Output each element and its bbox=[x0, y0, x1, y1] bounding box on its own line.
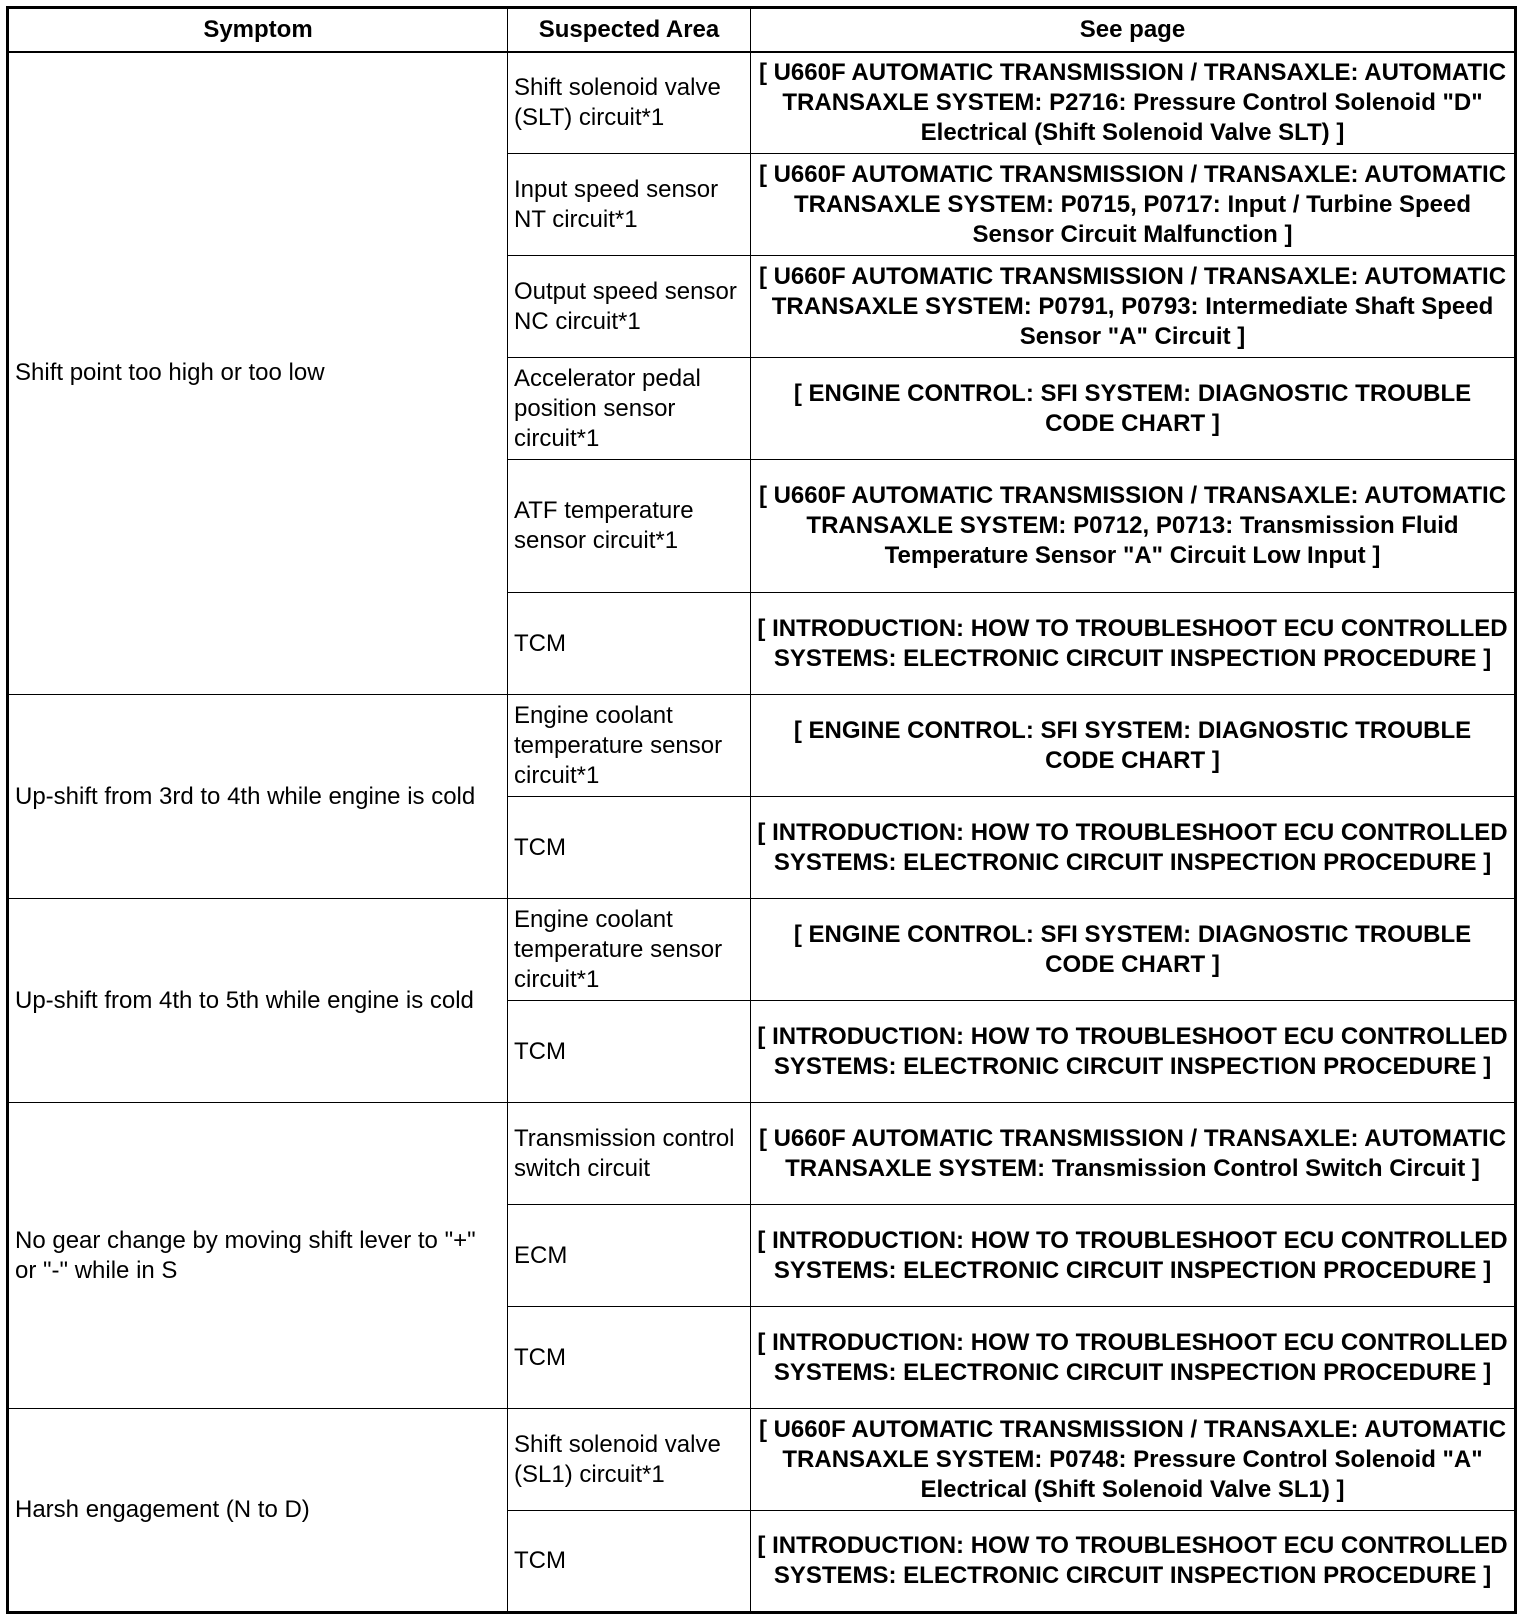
table-row bbox=[8, 695, 1516, 797]
suspected-area-cell: ATF temperature sensor circuit*1 bbox=[508, 460, 751, 593]
see-page-cell: [ U660F AUTOMATIC TRANSMISSION / TRANSAXLE: AUTOMATIC TRANSAXLE SYSTEM: P0712, P0713: Transmission Fluid Temperature Sensor "A" Circuit Low Input ] bbox=[751, 460, 1516, 593]
symptom-cell: Up-shift from 3rd to 4th while engine is cold bbox=[8, 695, 508, 899]
see-page-cell: [ U660F AUTOMATIC TRANSMISSION / TRANSAXLE: AUTOMATIC TRANSAXLE SYSTEM: P0715, P0717: Input / Turbine Speed Sensor Circuit Malfunction ] bbox=[751, 154, 1516, 256]
see-page-cell: [ U660F AUTOMATIC TRANSMISSION / TRANSAXLE: AUTOMATIC TRANSAXLE SYSTEM: P0791, P0793: Intermediate Shaft Speed Sensor "A" Circuit ] bbox=[751, 256, 1516, 358]
suspected-area-cell: TCM bbox=[508, 1511, 751, 1613]
see-page-cell: [ ENGINE CONTROL: SFI SYSTEM: DIAGNOSTIC TROUBLE CODE CHART ] bbox=[751, 695, 1516, 797]
suspected-area-cell: Transmission control switch circuit bbox=[508, 1103, 751, 1205]
see-page-cell: [ ENGINE CONTROL: SFI SYSTEM: DIAGNOSTIC TROUBLE CODE CHART ] bbox=[751, 358, 1516, 460]
suspected-area-cell: Accelerator pedal position sensor circuit*1 bbox=[508, 358, 751, 460]
suspected-area-cell: Output speed sensor NC circuit*1 bbox=[508, 256, 751, 358]
header-suspected-area: Suspected Area bbox=[508, 8, 751, 52]
suspected-area-cell: TCM bbox=[508, 797, 751, 899]
suspected-area-cell: ECM bbox=[508, 1205, 751, 1307]
table-row bbox=[8, 899, 1516, 1001]
symptom-cell: No gear change by moving shift lever to "+" or "-" while in S bbox=[8, 1103, 508, 1409]
table-row bbox=[8, 52, 1516, 154]
header-see-page: See page bbox=[751, 8, 1516, 52]
see-page-cell: [ INTRODUCTION: HOW TO TROUBLESHOOT ECU CONTROLLED SYSTEMS: ELECTRONIC CIRCUIT INSPECTION PROCEDURE ] bbox=[751, 593, 1516, 695]
see-page-cell: [ INTRODUCTION: HOW TO TROUBLESHOOT ECU CONTROLLED SYSTEMS: ELECTRONIC CIRCUIT INSPECTION PROCEDURE ] bbox=[751, 1511, 1516, 1613]
troubleshooting-table bbox=[6, 6, 1517, 1614]
see-page-cell: [ ENGINE CONTROL: SFI SYSTEM: DIAGNOSTIC TROUBLE CODE CHART ] bbox=[751, 899, 1516, 1001]
table-row bbox=[8, 1409, 1516, 1511]
suspected-area-cell: Shift solenoid valve (SLT) circuit*1 bbox=[508, 52, 751, 154]
see-page-cell: [ U660F AUTOMATIC TRANSMISSION / TRANSAXLE: AUTOMATIC TRANSAXLE SYSTEM: P2716: Pressure Control Solenoid "D" Electrical (Shift Solenoid Valve SLT) ] bbox=[751, 52, 1516, 154]
symptom-cell: Shift point too high or too low bbox=[8, 52, 508, 695]
see-page-cell: [ INTRODUCTION: HOW TO TROUBLESHOOT ECU CONTROLLED SYSTEMS: ELECTRONIC CIRCUIT INSPECTION PROCEDURE ] bbox=[751, 1205, 1516, 1307]
symptom-cell: Harsh engagement (N to D) bbox=[8, 1409, 508, 1613]
symptom-cell: Up-shift from 4th to 5th while engine is cold bbox=[8, 899, 508, 1103]
see-page-cell: [ U660F AUTOMATIC TRANSMISSION / TRANSAXLE: AUTOMATIC TRANSAXLE SYSTEM: P0748: Pressure Control Solenoid "A" Electrical (Shift Solenoid Valve SL1) ] bbox=[751, 1409, 1516, 1511]
see-page-cell: [ U660F AUTOMATIC TRANSMISSION / TRANSAXLE: AUTOMATIC TRANSAXLE SYSTEM: Transmission Control Switch Circuit ] bbox=[751, 1103, 1516, 1205]
header-symptom: Symptom bbox=[8, 8, 508, 52]
suspected-area-cell: TCM bbox=[508, 593, 751, 695]
table-header-row bbox=[8, 8, 1516, 52]
see-page-cell: [ INTRODUCTION: HOW TO TROUBLESHOOT ECU CONTROLLED SYSTEMS: ELECTRONIC CIRCUIT INSPECTION PROCEDURE ] bbox=[751, 1001, 1516, 1103]
see-page-cell: [ INTRODUCTION: HOW TO TROUBLESHOOT ECU CONTROLLED SYSTEMS: ELECTRONIC CIRCUIT INSPECTION PROCEDURE ] bbox=[751, 1307, 1516, 1409]
see-page-cell: [ INTRODUCTION: HOW TO TROUBLESHOOT ECU CONTROLLED SYSTEMS: ELECTRONIC CIRCUIT INSPECTION PROCEDURE ] bbox=[751, 797, 1516, 899]
suspected-area-cell: TCM bbox=[508, 1001, 751, 1103]
suspected-area-cell: TCM bbox=[508, 1307, 751, 1409]
suspected-area-cell: Shift solenoid valve (SL1) circuit*1 bbox=[508, 1409, 751, 1511]
suspected-area-cell: Input speed sensor NT circuit*1 bbox=[508, 154, 751, 256]
table-row bbox=[8, 1103, 1516, 1205]
suspected-area-cell: Engine coolant temperature sensor circuit*1 bbox=[508, 695, 751, 797]
suspected-area-cell: Engine coolant temperature sensor circuit*1 bbox=[508, 899, 751, 1001]
